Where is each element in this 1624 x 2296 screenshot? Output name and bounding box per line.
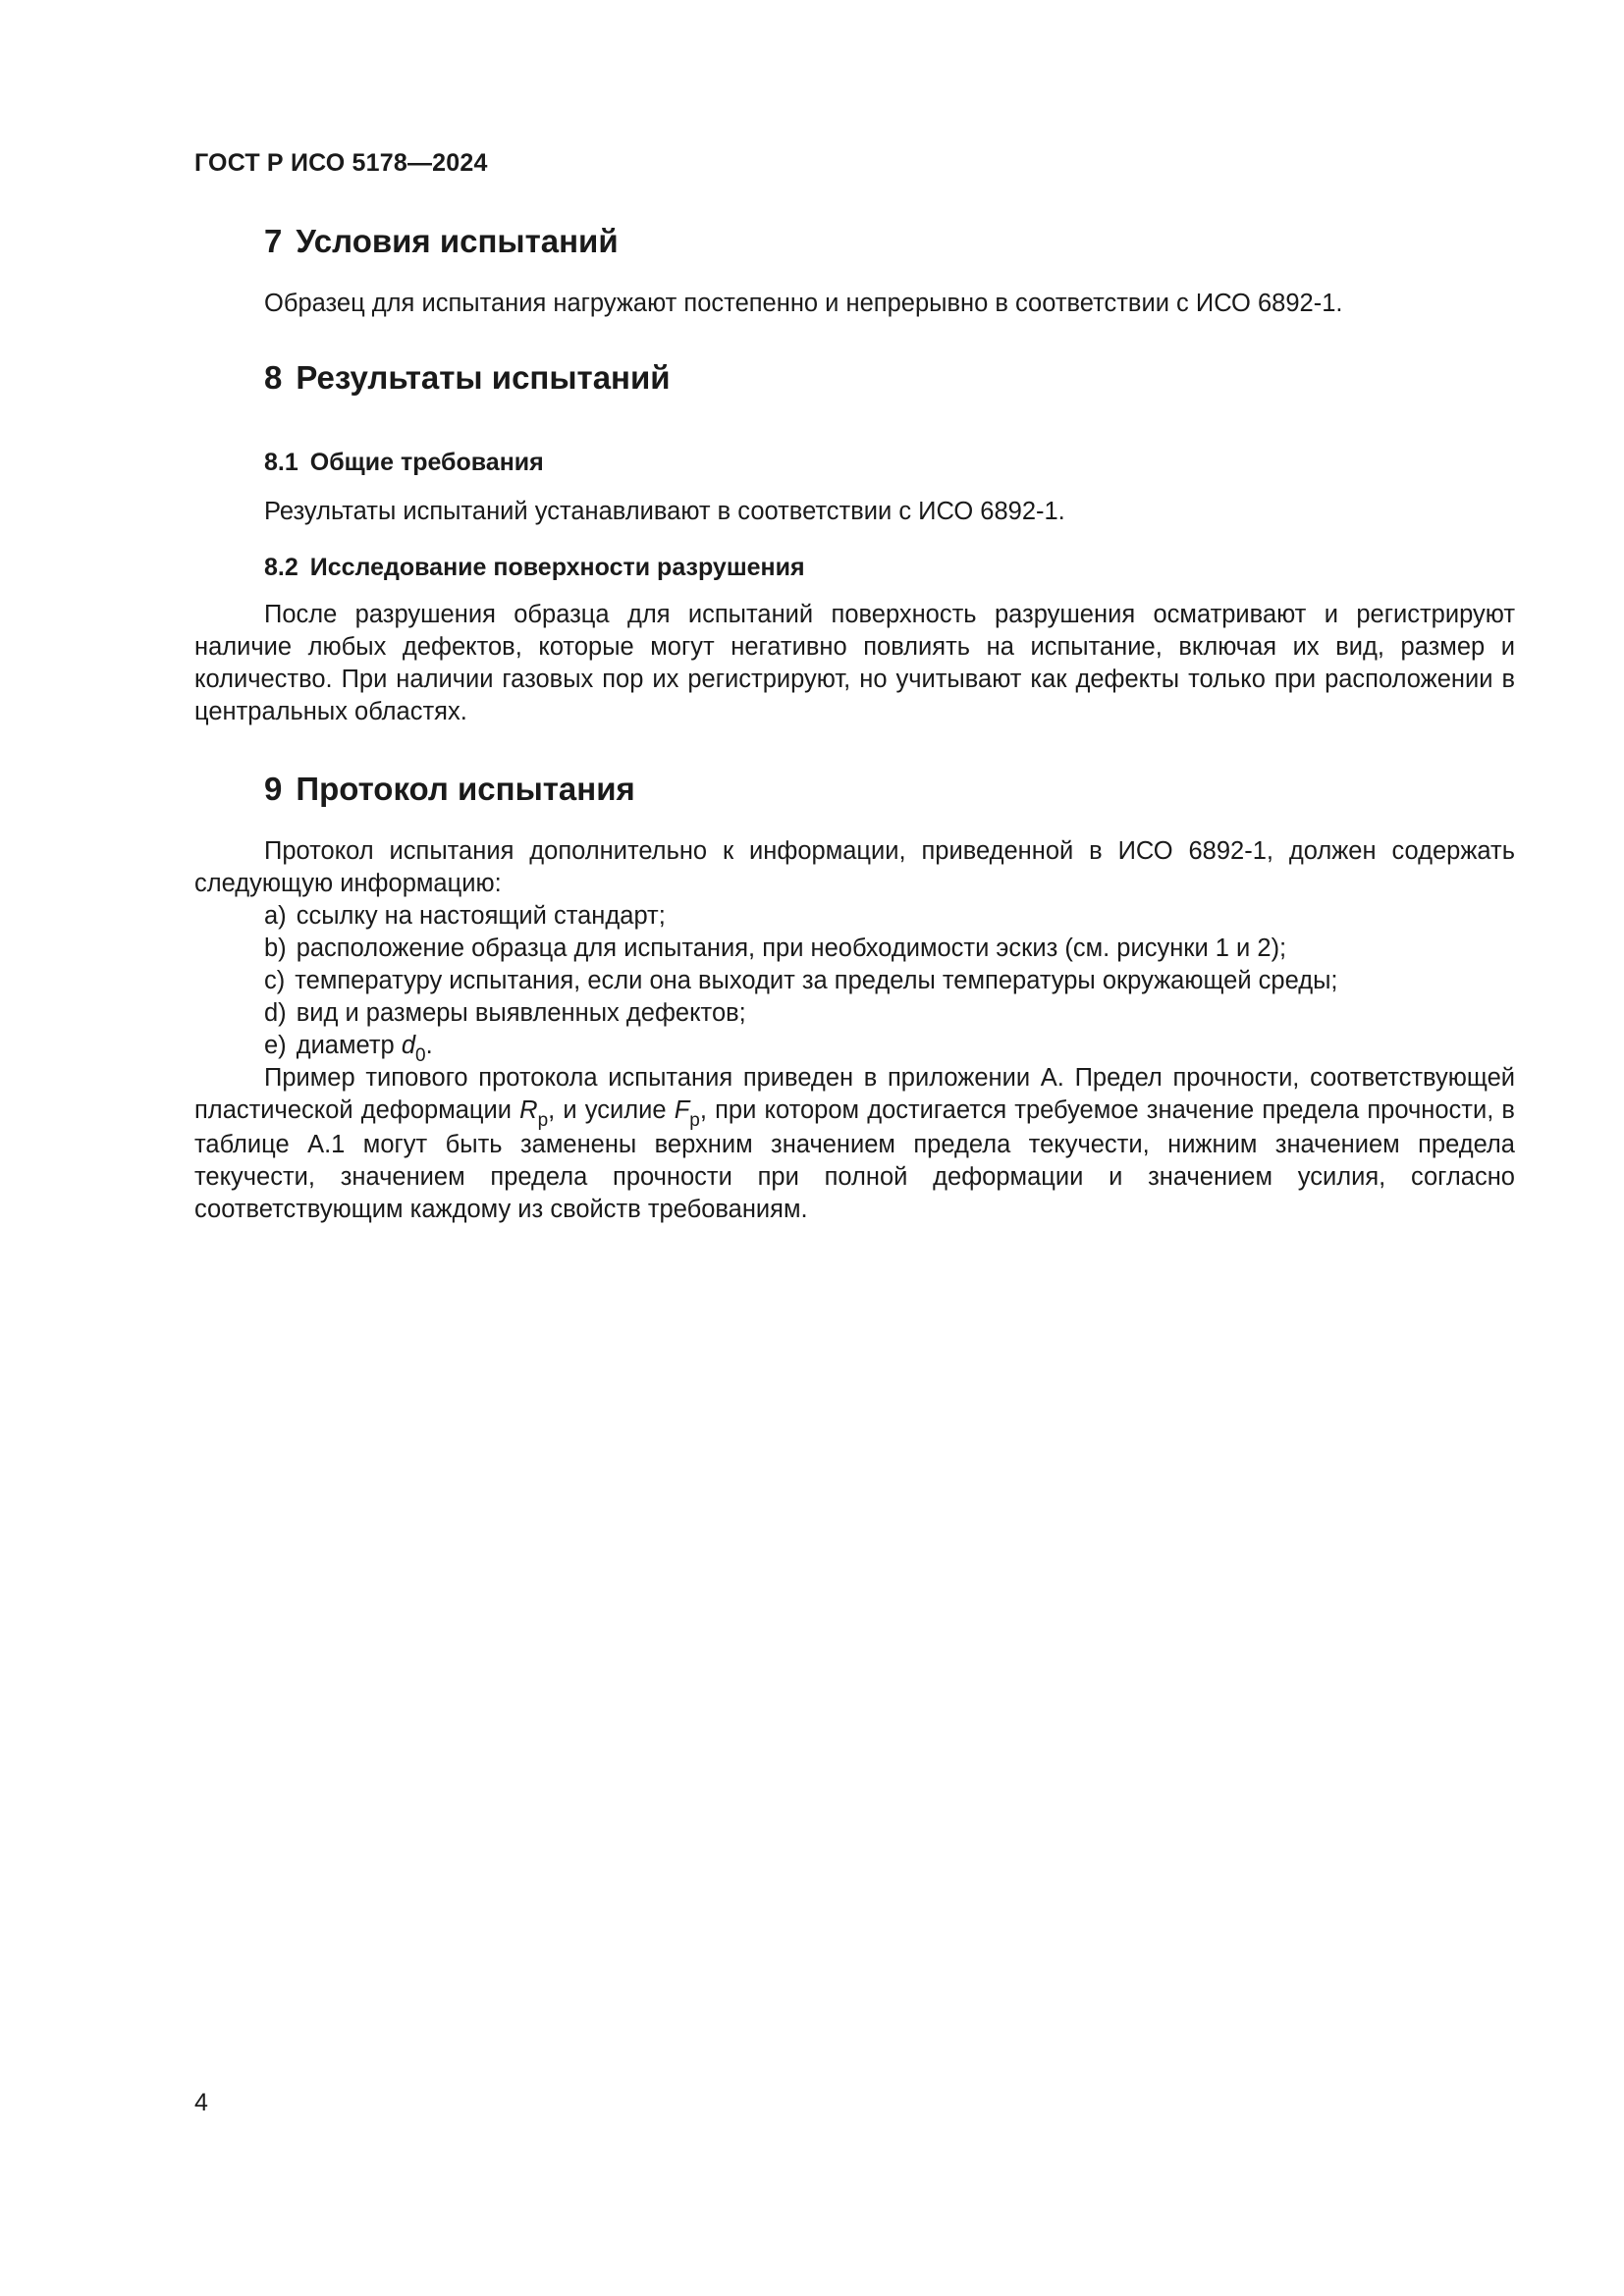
subsection-8-2-heading <box>264 554 805 582</box>
subsection-8-1-heading <box>264 449 544 477</box>
symbol-r: R <box>519 1096 538 1124</box>
section-9-closing-text: Пример типового протокола испытания приведен в приложении А. Предел прочности, соответствующей пластической деформации $R_p$, и усилие $F_p$, при котором достигается требуемое значение предела прочности, в таблице А.1 могут быть заменены верхним значением предела текучести, нижним значением предела текучести, значением предела прочности при полной деформации и значением усилия, согласно соответствующим каждому из свойств требованиям. <box>194 1064 1515 1223</box>
section-7-text: Образец для испытания нагружают постепенно и непрерывно в соответствии с ИСО 6892-1. <box>264 290 1343 317</box>
report-requirements-list <box>264 900 1338 1064</box>
section-9-intro: Протокол испытания дополнительно к информации, приведенной в ИСО 6892-1, должен содержать следующую информацию: <box>194 837 1515 897</box>
section-9-number: 9 <box>264 771 283 807</box>
section-8-title: Результаты испытаний <box>296 359 671 396</box>
diameter-symbol: d <box>401 1032 415 1059</box>
list-item: d) вид и размеры выявленных дефектов; <box>264 999 746 1027</box>
section-8-heading <box>264 359 671 397</box>
subsection-8-1-text: Результаты испытаний устанавливают в соответствии с ИСО 6892-1. <box>264 498 1065 525</box>
subsection-8-2-title: Исследование поверхности разрушения <box>309 554 805 581</box>
section-7-heading <box>264 223 619 260</box>
section-7-title: Условия испытаний <box>296 223 619 259</box>
subsection-8-1-number: 8.1 <box>264 449 298 476</box>
subsection-8-2-number: 8.2 <box>264 554 298 581</box>
section-7-number: 7 <box>264 223 283 259</box>
subsection-8-2-text: После разрушения образца для испытаний поверхность разрушения осматривают и регистрируют наличие любых дефектов, которые могут негативно повлиять на испытание, включая их вид, размер и количество. При наличии газовых пор их регистрируют, но учитывают как дефекты только при расположении в центральных областях. <box>194 601 1515 725</box>
list-item: b) расположение образца для испытания, при необходимости эскиз (см. рисунки 1 и 2); <box>264 934 1287 962</box>
section-8-number: 8 <box>264 359 283 396</box>
symbol-f: F <box>674 1096 690 1124</box>
page-number: 4 <box>194 2089 208 2116</box>
list-item: c) температуру испытания, если она выходит за пределы температуры окружающей среды; <box>264 967 1338 994</box>
document-header-code: ГОСТ Р ИСО 5178—2024 <box>194 149 488 177</box>
section-9-title: Протокол испытания <box>296 771 635 807</box>
subsection-8-1-title: Общие требования <box>309 449 544 476</box>
list-item: a) ссылку на настоящий стандарт; <box>264 902 666 930</box>
diameter-subscript: 0 <box>415 1045 426 1066</box>
section-9-heading <box>264 771 635 808</box>
list-item: e) диаметр $d_0$. <box>264 1032 433 1066</box>
